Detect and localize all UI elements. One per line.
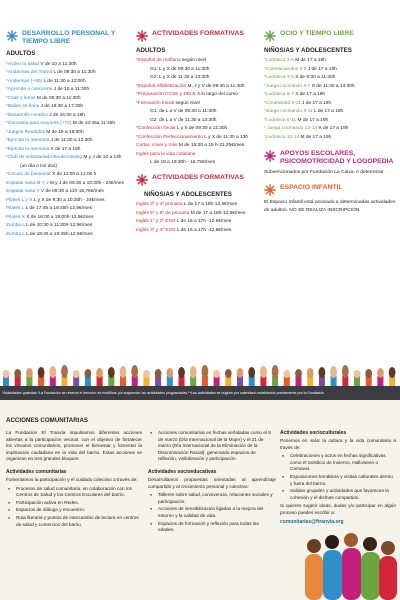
- activity-name: *Español de mañana: [136, 58, 181, 64]
- schedule-item: [136, 218, 262, 227]
- hand-shape: [61, 365, 68, 378]
- schedule-item: [6, 188, 134, 197]
- star-burst-icon: [136, 174, 148, 186]
- schedule-item: [136, 100, 262, 109]
- activity-name: *Juegos Reunidos: [6, 129, 45, 135]
- activity-name: Inglés 5º y 6º de primaria: [136, 210, 190, 216]
- activity-schedule: L y X de 09:30 a 11:30h: [175, 126, 228, 132]
- activity-name: *Ejercita tu memoria: [6, 138, 50, 144]
- activity-name: Inglés 3º y 4º ESO: [136, 227, 176, 233]
- hand-shape: [377, 368, 384, 378]
- schedule-item: [264, 117, 396, 126]
- apoyo-title: APOYOS ESCOLARES, PSICOMOTRICIDAD Y LOGOPEDIA: [280, 150, 394, 165]
- hand-shape: [14, 369, 21, 378]
- hand-shape: [166, 368, 173, 378]
- activity-schedule: L y X de 11:30 a 13h: [202, 134, 249, 140]
- star-burst-icon: [136, 30, 148, 42]
- activity-schedule: M de 17 a 19h: [293, 58, 326, 64]
- activity-schedule: L y X de 9:30 a 10:30h - 24€/mes: [32, 197, 105, 203]
- activity-schedule: G2: L y X de 11:30 a 13:30h: [150, 75, 210, 81]
- activity-name: *Juega cocinando 8-11: [264, 109, 313, 115]
- activity-name: * Juega cocinando 12-14: [264, 126, 318, 132]
- activity-schedule: L de 09:30 a 11:30h: [52, 70, 96, 76]
- activity-name: *Ludoteca 6-7: [264, 92, 294, 98]
- schedule-item: [136, 57, 262, 66]
- activity-name: *Círculo de bienestar: [6, 172, 51, 178]
- hand-shape: [120, 366, 127, 378]
- activity-schedule: L de 17 a 19h: [312, 109, 344, 115]
- actividades-comunitarias-text: Fomentamos la participación y el cuidado colectivo a través de:: [6, 476, 138, 482]
- formativas-column: [136, 30, 262, 235]
- desarrollo-heading: [6, 30, 134, 45]
- star-burst-icon: [264, 150, 276, 162]
- comunitarias-list: [6, 486, 142, 529]
- activity-name: *Activo tu salud: [6, 61, 40, 67]
- socioeducativas-text: Desarrollamos propuestas orientadas al aprendizaje compartido y al crecimiento personal y colectivo:: [148, 476, 276, 489]
- schedule-item: [6, 69, 134, 78]
- activity-schedule: L de 10:30 a 11:30h-12,5€/mes: [24, 223, 93, 229]
- activity-schedule: J de 16:30 a 17:30h: [39, 104, 84, 110]
- activity-name: *Bailes en línea: [6, 104, 40, 110]
- schedule-item: [6, 103, 134, 112]
- activity-name: *Ludoteca 12-14: [264, 134, 300, 140]
- activity-schedule: M de 09:30 a 11:30h: [35, 95, 81, 101]
- activity-name: *Ludoteca 3-5: [264, 58, 294, 64]
- schedule-item: [136, 91, 262, 100]
- hand-shape: [330, 366, 337, 378]
- activity-schedule: (un día o los dos): [20, 163, 58, 169]
- schedule-item: [6, 214, 134, 223]
- schedule-item: [6, 86, 134, 95]
- schedule-item: [6, 129, 134, 138]
- activity-schedule: L de 17 a 18h-12,5€/mes: [182, 202, 238, 208]
- activity-name: *Citas y letras: [6, 95, 36, 101]
- bullet-item: ● Procesos de salud comunitaria, en colaboración con los Centros de Salud y los Centros Escolares del barrio.: [6, 486, 142, 499]
- activity-name: Cortar, coser y más: [136, 143, 178, 149]
- desarrollo-column: [6, 30, 134, 239]
- hand-shape: [38, 367, 45, 378]
- ocio-column: [264, 30, 396, 214]
- schedule-item: [136, 210, 262, 219]
- activity-schedule: G1: L y X de 09:30 a 11:30h: [150, 66, 210, 72]
- socioculturales-heading: Actividades socioculturales: [280, 430, 347, 436]
- activity-schedule: S de 9:30 a 11:30h: [293, 75, 336, 81]
- comunitarias-intro: La Fundación El Tranvía impulsamos diferentes acciones abiertas a la participación vecinal, con el objetivo de fortalecer los vínculos comunitarios, promover el bienestar y fomentar la implicación ciudadana en la vida del barrio. Estas acciones se organizan en tres grandes bloques:: [6, 430, 142, 462]
- activity-schedule: J de 17 a 19h: [300, 100, 332, 106]
- closing-text: Si quieres sugerir ideas, dudas y/o participar en algún proceso puedes escribir a:: [280, 503, 396, 515]
- hand-shape: [260, 366, 267, 378]
- activity-name: Pilates L y X: [6, 197, 33, 203]
- bullet-item: ● Acciones comunitarias en fechas señaladas como el 8 de marzo (Día Internacional de la Mujer) y el 21 de marzo (Día Internacional de la Eliminación de la Discriminación Racial), generando espacios de reflexión, visibilización y participación.: [148, 430, 276, 463]
- schedule-item: [136, 201, 262, 210]
- notice-bar: *Actividades gratuitas *La Fundación se reserva el derecho de modificar y/o suspender las actividades programadas **Las actividades se regirán por calendario establecido previamente por la Fundación: [0, 386, 400, 400]
- activity-name: *Ludoteca 8-11: [264, 117, 297, 123]
- activity-schedule: L de 18 a 19:30h - 18,75€/mes: [150, 160, 216, 166]
- activity-name: *Formación Inicial: [136, 100, 175, 106]
- bullet-item: ● Salidas grupales y actividades que favorecen la cohesión y el disfrute compartido.: [280, 488, 396, 501]
- activity-name: Zumba L: [6, 223, 25, 229]
- hand-shape: [365, 369, 372, 378]
- ninos-subtitle: NIÑOS/AS Y ADOLESCENTES: [264, 47, 352, 54]
- schedule-item: [136, 227, 262, 236]
- activity-schedule: X de 18:00 a 19:00h-12,5€/mes: [24, 214, 94, 220]
- socioeducativas-heading: Actividades socioeducativas: [148, 468, 217, 475]
- hand-shape: [225, 369, 232, 378]
- activity-schedule: L de 11:30 a 12:00h: [42, 78, 86, 84]
- activity-name: *Ejercita tu memoria: [6, 146, 50, 152]
- hand-shape: [49, 366, 56, 378]
- hand-shape: [342, 365, 349, 378]
- activity-schedule: G1: de L a V de 09:30 a 11:30h: [150, 109, 217, 115]
- hand-shape: [202, 365, 209, 378]
- adultos-subtitle: ADULTOS: [6, 50, 36, 58]
- schedule-item: [6, 154, 134, 163]
- schedule-item: [6, 112, 134, 121]
- activity-schedule: X de 17 a 19h: [293, 92, 326, 98]
- activity-name: *Club de voluntariado Bookcrossing: [6, 155, 82, 161]
- activity-schedule: L de 16 a 17h -12,5€/mes: [175, 227, 232, 233]
- activity-schedule: X de 17 a 19h: [317, 126, 349, 132]
- contact-email-link[interactable]: comunitarias@ftranvia.org: [280, 518, 344, 525]
- schedule-item: [136, 66, 262, 75]
- hand-shape: [131, 365, 138, 378]
- ocio-heading: [264, 30, 396, 42]
- fechas-list: [148, 430, 276, 463]
- activity-schedule: V de 09:30 a 11h-18,75€/mes: [39, 189, 104, 195]
- adultos-subtitle: ADULTOS: [136, 47, 166, 54]
- activity-name: *Español Alfabetización: [136, 83, 187, 89]
- schedule-item: [264, 125, 396, 134]
- bullet-item: ● Ruta literaria y puntos de intercambio de lectura en centros de salud y comercios del barrio.: [6, 515, 142, 528]
- comunitarias-col-3: [280, 430, 396, 525]
- comunitarias-title: ACCIONES COMUNITARIAS: [6, 417, 89, 424]
- infantil-text: El Espacio Infantil está asociado a determinadas actividades de adultos. NO SE REALIZA INSCRIPCIÓN: [264, 200, 396, 213]
- activity-name: Inglés 1º y 2º ESO: [136, 219, 176, 225]
- schedule-item: [6, 61, 134, 70]
- bullet-item: ● Talleres sobre salud, convivencia, relaciones sociales y participación.: [148, 492, 276, 505]
- people-group-illustration: [296, 516, 400, 600]
- schedule-item: [264, 91, 396, 100]
- activity-schedule: M de 18 a 19:30h: [44, 129, 84, 135]
- activity-schedule: M de 10:45a 11:45h: [71, 121, 116, 127]
- schedule-item: [136, 151, 262, 160]
- activity-schedule: M de 17 a 19h: [296, 117, 329, 123]
- schedule-item: [136, 74, 262, 83]
- activity-schedule: M, J y V de 09:30 a 11:30h: [186, 83, 245, 89]
- hand-shape: [108, 367, 115, 378]
- activity-name: *Juega cocinando 6-7: [264, 83, 311, 89]
- hand-shape: [26, 368, 33, 378]
- star-burst-icon: [264, 184, 276, 196]
- activity-schedule: X de 11:00 a 12:00 h: [50, 172, 97, 178]
- infantil-heading: [264, 184, 396, 196]
- bullet-item: ● Celebraciones y actos en fechas significativas como el Solsticio de Invierno, Halloween o Carnaval.: [280, 453, 396, 473]
- socioculturales-text: Ponemos en valor la cultura y la vida comunitaria a través de:: [280, 438, 396, 450]
- activity-schedule: X de 17 a 19h: [49, 146, 81, 152]
- activity-schedule: M de 17 a 18h-12,5€/mes: [189, 210, 246, 216]
- schedule-item: [6, 78, 134, 87]
- schedule-item: [264, 100, 396, 109]
- activity-name: Inglés 3º y 4º primaria: [136, 202, 183, 208]
- hand-shape: [96, 368, 103, 378]
- activity-name: Pilates L: [6, 206, 25, 212]
- schedule-item: [6, 120, 134, 129]
- hand-shape: [190, 366, 197, 378]
- activity-schedule: según nivel: [174, 100, 200, 106]
- schedule-item: [136, 142, 262, 151]
- comunitarias-col-1: [6, 430, 142, 529]
- schedule-item: [264, 66, 396, 75]
- schedule-item: [264, 83, 396, 92]
- activity-schedule: J de 16:30 a 18h: [47, 112, 85, 118]
- activity-name: Inglés para la vida cotidiana: [136, 151, 196, 157]
- schedule-item: [136, 108, 262, 117]
- formativas-ninos-title: ACTIVIDADES FORMATIVAS: [152, 173, 244, 181]
- activity-schedule: M y J de 10 a 13h: [82, 155, 122, 161]
- hand-shape: [307, 368, 314, 378]
- hand-shape: [213, 370, 220, 378]
- ocio-list: [264, 57, 396, 142]
- desarrollo-list: [6, 61, 134, 240]
- activity-schedule: L de 16 a 17h -12,5€/mes: [175, 219, 232, 225]
- activity-name: *Ludoteca 3-5: [264, 75, 294, 81]
- activity-schedule: J de 11:30 a 13:30h: [49, 138, 93, 144]
- hand-shape: [319, 367, 326, 378]
- schedule-item: [136, 125, 262, 134]
- activity-schedule: M de 17 a 19h: [299, 134, 332, 140]
- schedule-item: [264, 134, 396, 143]
- formativas-ninos-list: [136, 201, 262, 235]
- schedule-item: [6, 163, 134, 172]
- schedule-item: [6, 231, 134, 240]
- star-burst-icon: [6, 30, 18, 42]
- activity-schedule: J de 17 a 19h: [306, 66, 337, 72]
- hand-shape: [73, 370, 80, 378]
- schedule-item: [6, 197, 134, 206]
- ninos-subtitle: NIÑOS/AS Y ADOLESCENTES: [144, 190, 232, 198]
- hand-shape: [283, 370, 290, 378]
- schedule-item: [6, 205, 134, 214]
- schedule-item: [264, 57, 396, 66]
- activity-name: *Confección Perfeccionamiento: [136, 134, 203, 140]
- socioculturales-list: [280, 453, 396, 501]
- raised-hands-illustration: [0, 360, 400, 386]
- hand-shape: [155, 369, 162, 378]
- activity-name: *Andarinas del Tramá: [6, 70, 53, 76]
- schedule-item: [136, 159, 262, 168]
- schedule-item: [6, 146, 134, 155]
- activity-name: *Aprende a conocerte: [6, 87, 53, 93]
- activity-name: Pilates X: [6, 214, 25, 220]
- activity-schedule: M y J de 09:30 a 10:30h - 24€/mes: [48, 180, 124, 186]
- activity-name: *Gimnasia para mayores (+70): [6, 121, 72, 127]
- activity-schedule: L de 18:45 a 19:45h-12,5€/mes: [24, 231, 93, 237]
- schedule-item: [6, 137, 134, 146]
- activity-schedule: G2: de L a V de 11:30 a 13:30h: [150, 117, 217, 123]
- activity-name: *Andarinas (+80): [6, 78, 43, 84]
- star-burst-icon: [264, 30, 276, 42]
- formativas-list: [136, 57, 262, 168]
- hand-shape: [295, 369, 302, 378]
- schedule-item: [6, 180, 134, 189]
- formativas-heading: [136, 30, 262, 42]
- activity-name: *Creatividad 8-11: [264, 100, 301, 106]
- activity-schedule: J de 10 a 11:30h: [52, 87, 90, 93]
- schedule-item: [6, 222, 134, 231]
- actividades-comunitarias-heading: Actividades comunitarias: [6, 468, 67, 475]
- ocio-title: OCIO Y TIEMPO LIBRE: [280, 30, 354, 37]
- hand-shape: [248, 367, 255, 378]
- schedule-item: [136, 83, 262, 92]
- desarrollo-title: DESARROLLO PERSONAL Y TIEMPO LIBRE: [22, 30, 116, 45]
- formativas-title: ACTIVIDADES FORMATIVAS: [152, 30, 244, 37]
- bullet-item: ● Espacios de diálogo y encuentro.: [6, 507, 142, 514]
- activity-name: *Cuentacuentos 3-5: [264, 66, 307, 72]
- formativas-ninos-heading: [136, 174, 262, 186]
- socioeducativas-list: [148, 492, 276, 534]
- hand-shape: [85, 369, 92, 378]
- activity-schedule: S de 11:30 a 13:30h: [310, 83, 355, 89]
- hand-shape: [178, 367, 185, 378]
- hand-shape: [272, 365, 279, 378]
- bullet-item: ● Exposiciones temáticas y visitas culturales dentro y fuera del barrio.: [280, 474, 396, 487]
- activity-name: *Desarrollo creativo: [6, 112, 48, 118]
- hand-shape: [389, 367, 396, 378]
- hand-shape: [143, 370, 150, 378]
- schedule-item: [264, 74, 396, 83]
- bullet-item: ● Espacios de formación y reflexión para todas las edades.: [148, 521, 276, 534]
- hand-shape: [237, 368, 244, 378]
- hand-shape: [354, 370, 361, 378]
- activity-schedule: A lo largo del curso: [196, 92, 238, 98]
- activity-schedule: L de 17:45 a 18:45h-12,5€/mes: [24, 206, 93, 212]
- activity-name: Espalda sana M Y J: [6, 180, 49, 186]
- bullet-item: ● Participación activa en Redes.: [6, 500, 142, 507]
- schedule-item: [6, 95, 134, 104]
- activity-name: Zumba L: [6, 231, 25, 237]
- activity-name: Espalda sana V: [6, 189, 40, 195]
- activity-name: *Preparación CCSE y DELE: [136, 92, 196, 98]
- activity-schedule: M de 16:30 a 19 h-31,25€/mes: [177, 143, 245, 149]
- activity-name: *Confección Inicial: [136, 126, 176, 132]
- apoyo-text: Subvencionados por Fundación La Caixa. A determinar.: [264, 169, 385, 175]
- infantil-title: ESPACIO INFANTIL: [280, 184, 343, 192]
- hand-shape: [3, 370, 10, 378]
- bullet-item: ● Acciones de sensibilización ligadas a la mejora del entorno y la calidad de vida.: [148, 506, 276, 519]
- schedule-item: [6, 171, 134, 180]
- schedule-item: [136, 117, 262, 126]
- comunitarias-col-2: [148, 430, 276, 535]
- activity-schedule: según nivel: [180, 58, 207, 64]
- activity-schedule: V de 10 a 11:30h: [39, 61, 77, 67]
- schedule-item: [136, 134, 262, 143]
- schedule-item: [264, 108, 396, 117]
- apoyo-heading: [264, 150, 396, 165]
